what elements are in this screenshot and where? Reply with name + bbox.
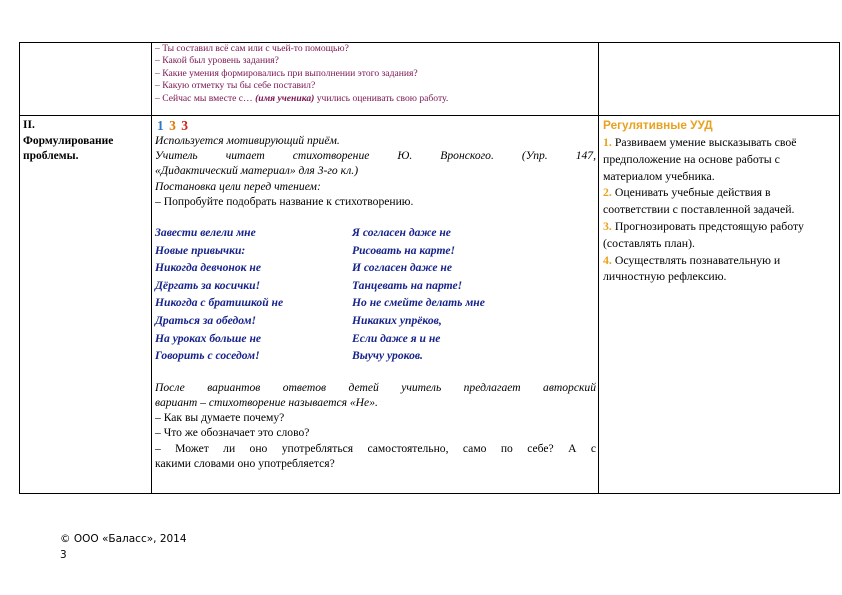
final-post: учились оценивать свою работу. (314, 92, 449, 104)
column-divider-2 (598, 42, 599, 494)
copyright-footer: © ООО «Баласс», 2014 (60, 533, 187, 545)
poem-line-right: Выучу уроков. (352, 349, 423, 363)
poem-line-left: Завести велели мне (155, 226, 256, 240)
table-border-left (19, 42, 20, 494)
uud-item-number: 3. (603, 218, 612, 233)
uud-item-number: 2. (603, 185, 612, 200)
task-line: – Попробуйте подобрать название к стихотворению. (155, 194, 414, 208)
poem-line-left: Новые привычки: (155, 243, 246, 257)
table-border-bottom (19, 493, 840, 494)
uud-item (603, 252, 835, 286)
uud-title: Регулятивные УУД (603, 118, 713, 132)
poem-row (155, 294, 596, 312)
poem-line-left: Никогда с братишкой не (155, 296, 284, 310)
lesson-content (155, 118, 596, 471)
after-poem (155, 380, 596, 471)
question-meaning: – Что же обозначает это слово? (155, 426, 310, 440)
motivation-line: Используется мотивирующий приём. (155, 134, 340, 147)
uud-item (603, 134, 835, 184)
after-line-1: После вариантов ответов детей учитель предлагает авторский (155, 380, 596, 394)
poem-line-right: Но не смейте делать мне (352, 296, 485, 310)
self-assessment-questions (155, 42, 615, 105)
teacher-reads-line-2: «Дидактический материал» для 3-го кл.) (155, 164, 359, 178)
question-line: – Ты составил всё сам или с чьей-то помощью? (155, 43, 349, 54)
level-number-2: 3 (169, 118, 177, 133)
stage-cell (23, 118, 151, 165)
page-number: 3 (60, 549, 67, 561)
uud-item-text: Оценивать учебные действия в соответствии с поставленной задачей. (603, 185, 795, 217)
poem-row (155, 259, 596, 277)
uud-item (603, 218, 835, 252)
row-divider (19, 115, 840, 116)
uud-item-text: Прогнозировать предстоящую работу (составлять план). (603, 218, 804, 250)
after-line-2: вариант – стихотворение называется «Не». (155, 395, 378, 409)
poem-row (155, 312, 596, 330)
stage-number: II. (23, 119, 35, 131)
poem-line-left: Дёргать за косички! (155, 278, 261, 292)
poem-line-left: Говорить с соседом! (155, 349, 260, 363)
poem-row (155, 330, 596, 348)
poem-row (155, 347, 596, 365)
stage-title: Формулирование проблемы. (23, 134, 114, 162)
table-border-right (839, 42, 840, 494)
question-line: – Какой был уровень задания? (155, 55, 279, 67)
poem-line-right: Рисовать на карте! (352, 243, 455, 257)
uud-item (603, 184, 835, 218)
uud-item-number: 1. (603, 135, 612, 149)
poem-row (155, 277, 596, 295)
poem-line-left: Никогда девчонок не (155, 261, 261, 275)
question-line: – Какие умения формировались при выполнении этого задания? (155, 67, 418, 79)
uud-item-text: Развиваем умение высказывать своё предположение на основе работы с материалом учебника. (603, 135, 797, 183)
question-line: – Какую отметку ты бы себе поставил? (155, 80, 316, 92)
question-why: – Как вы думаете почему? (155, 411, 285, 425)
level-number-3: 3 (181, 118, 189, 133)
poem-line-right: Никаких упрёков, (352, 313, 442, 327)
level-number-1: 1 (157, 118, 165, 133)
question-usage-line-2: какими словами оно употребляется? (155, 456, 335, 470)
question-usage-line-1: – Может ли оно употребляться самостоятельно, само по себе? А с (155, 441, 596, 455)
goal-heading: Постановка цели перед чтением: (155, 179, 321, 193)
teacher-reads-line-1: Учитель читает стихотворение Ю. Вронского. (Упр. 147, (155, 149, 596, 163)
poem-line-left: На уроках больше не (155, 331, 262, 345)
column-divider-1 (151, 42, 152, 494)
question-line-final (155, 93, 615, 105)
poem-line-left: Драться за обедом! (155, 313, 257, 327)
lesson-table (19, 42, 840, 494)
poem-line-right: Я согласен даже не (352, 226, 451, 240)
poem-line-right: И согласен даже не (352, 261, 452, 275)
final-pre: – Сейчас мы вместе с… (155, 92, 256, 104)
level-numbers (155, 118, 596, 133)
poem (155, 224, 596, 365)
poem-line-right: Если даже я и не (352, 331, 441, 345)
poem-line-right: Танцевать на парте! (352, 278, 463, 292)
student-name-placeholder: (имя ученика) (255, 92, 315, 104)
uud-cell (603, 118, 835, 285)
uud-item-text: Осуществлять познавательную и личностную рефлексию. (603, 252, 781, 284)
poem-row (155, 242, 596, 260)
poem-row (155, 224, 596, 242)
uud-item-number: 4. (603, 252, 612, 267)
